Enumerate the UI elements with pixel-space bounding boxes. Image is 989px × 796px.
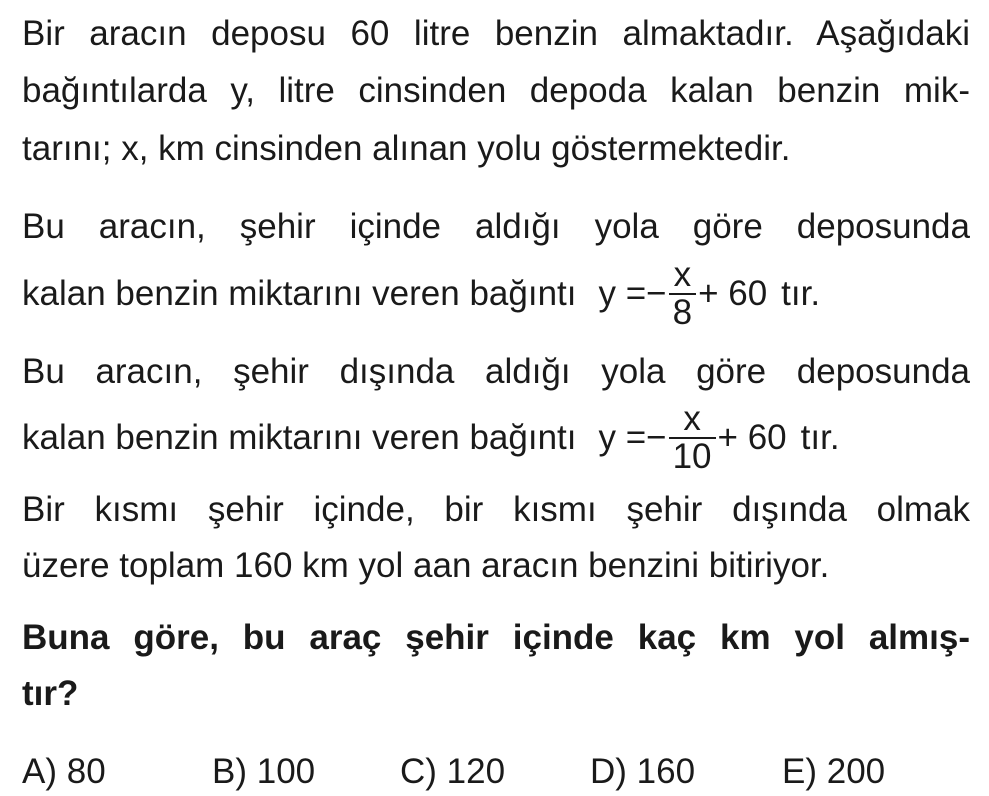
total-line-1: Bir kısmı şehir içinde, bir kısmı şehir dışında olmak [22,490,970,529]
highway-fraction [669,401,716,475]
intro-line-3: tarını; x, km cinsinden alınan yolu göstermektedir. [22,129,791,168]
highway-eq-lhs: y =− [598,418,667,457]
total-line-2: üzere toplam 160 km yol aan aracın benzini bitiriyor. [22,546,830,585]
highway-eq-rhs: + 60 [717,418,787,457]
question-line-1: Buna göre, bu araç şehir içinde kaç km yol almış- [22,618,970,657]
highway-line-2-text: kalan benzin miktarını veren bağıntı [22,418,577,457]
city-suffix: tır. [781,274,821,313]
choice-a[interactable]: A) 80 [22,752,106,791]
city-eq-lhs: y =− [598,274,667,313]
city-line-2-text: kalan benzin miktarını veren bağıntı [22,274,577,313]
intro-line-2: bağıntılarda y, litre cinsinden depoda kalan benzin mik- [22,71,970,110]
intro-line-1: Bir aracın deposu 60 litre benzin almaktadır. Aşağıdaki [22,14,970,53]
choice-d[interactable]: D) 160 [590,752,696,791]
highway-frac-denominator: 10 [669,437,716,475]
city-fraction [669,257,696,331]
choice-b[interactable]: B) 100 [212,752,316,791]
highway-suffix: tır. [800,418,840,457]
highway-frac-numerator: x [683,399,701,438]
choice-c[interactable]: C) 120 [400,752,506,791]
city-equation-line [22,254,820,334]
city-line-1: Bu aracın, şehir içinde aldığı yola göre deposunda [22,207,970,246]
highway-equation-line [22,398,840,478]
city-eq-rhs: + 60 [698,274,768,313]
highway-line-1: Bu aracın, şehir dışında aldığı yola göre deposunda [22,352,970,391]
question-line-2: tır? [22,674,79,713]
city-frac-denominator: 8 [669,293,696,331]
city-frac-numerator: x [673,255,692,294]
choice-e[interactable]: E) 200 [782,752,886,791]
